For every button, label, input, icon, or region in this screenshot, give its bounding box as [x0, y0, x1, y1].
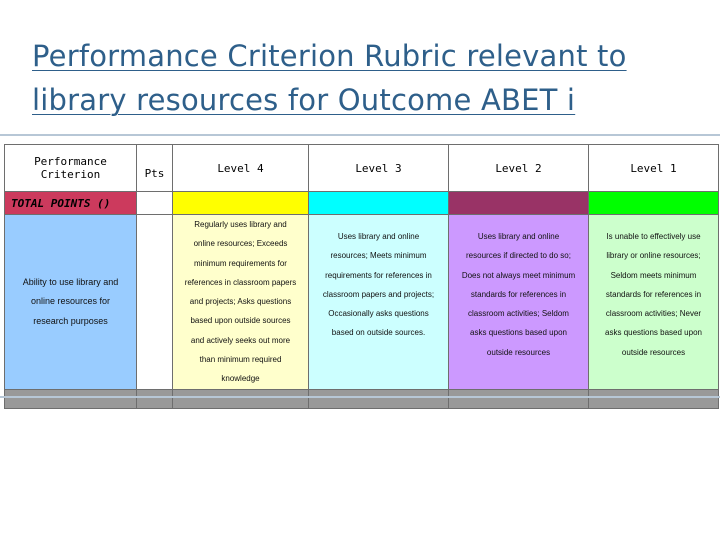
- level-1-color-bar: [589, 192, 719, 215]
- footer-row: [5, 389, 719, 408]
- level-4-cell: [173, 215, 309, 390]
- total-points-label: TOTAL POINTS (): [5, 192, 137, 215]
- level-1-description: Is unable to effectively use library or online resources; Seldom meets minimum standards for references in classroom activities; Never asks questions based upon outside resources: [605, 232, 702, 357]
- total-points-value: [137, 192, 173, 215]
- header-pts: Pts: [137, 145, 173, 192]
- level-2-description: Uses library and online resources if directed to do so; Does not always meet minimum standards for references in classroom activities; Seldom asks questions based upon outside resources: [461, 232, 576, 357]
- level-4-color-bar: [173, 192, 309, 215]
- header-level-2: Level 2: [449, 145, 589, 192]
- points-cell: [137, 215, 173, 390]
- footer-cell: [137, 389, 173, 408]
- level-2-cell: [449, 215, 589, 390]
- level-2-color-bar: [449, 192, 589, 215]
- slide-title: Performance Criterion Rubric relevant to library resources for Outcome ABET i: [32, 39, 627, 117]
- footer-cell: [449, 389, 589, 408]
- header-level-3: Level 3: [309, 145, 449, 192]
- footer-cell: [173, 389, 309, 408]
- footer-cell: [5, 389, 137, 408]
- criterion-row: [5, 215, 719, 390]
- level-1-cell: [589, 215, 719, 390]
- footer-cell: [589, 389, 719, 408]
- header-row: [5, 145, 719, 192]
- level-3-description: Uses library and online resources; Meets minimum requirements for references in classroom papers and projects; Occasionally asks questions based on outside sources.: [322, 232, 435, 338]
- level-3-cell: [309, 215, 449, 390]
- rubric-table: [4, 144, 719, 409]
- total-points-row: [5, 192, 719, 215]
- level-4-description: Regularly uses library and online resources; Exceeds minimum requirements for references in classroom papers and projects; Asks questions based upon outside sources and actively seeks out more than minimum required knowledge: [184, 220, 297, 384]
- level-3-color-bar: [309, 192, 449, 215]
- footer-cell: [309, 389, 449, 408]
- criterion-text: Ability to use library and online resources for research purposes: [22, 276, 119, 326]
- header-level-1: Level 1: [589, 145, 719, 192]
- divider-line: [0, 134, 720, 136]
- criterion-cell: [5, 215, 137, 390]
- header-level-4: Level 4: [173, 145, 309, 192]
- divider-line: [0, 396, 720, 398]
- header-criterion: Performance Criterion: [5, 145, 137, 192]
